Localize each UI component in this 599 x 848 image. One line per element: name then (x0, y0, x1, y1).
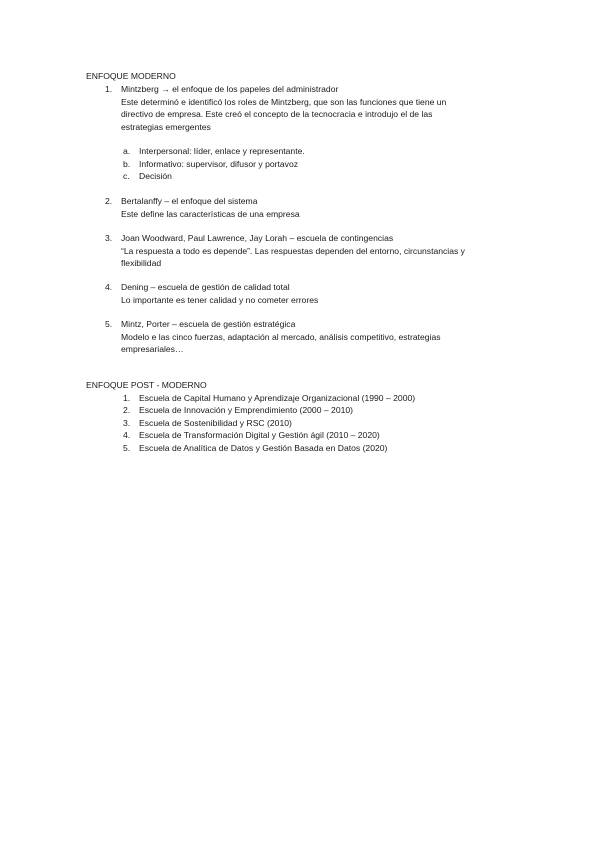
item-number: 5. (123, 442, 131, 453)
subitem-text: Decisión (139, 171, 172, 181)
item-heading: Mintz, Porter – escuela de gestión estratégica (121, 319, 296, 329)
section-title-postmodern: ENFOQUE POST - MODERNO (86, 380, 207, 390)
item-line: Lo importante es tener calidad y no cometer errores (121, 294, 319, 305)
postmodern-item-5 (123, 442, 387, 455)
item-line: flexibilidad (121, 258, 162, 268)
item-number: 5. (105, 319, 113, 329)
subitem-c (123, 170, 172, 183)
subitem-a (123, 145, 305, 158)
item-number: 2. (123, 405, 131, 415)
item-number: 3. (123, 417, 131, 428)
item-line: empresariales… (121, 344, 184, 354)
postmodern-item-2 (123, 404, 353, 417)
item-number: 2. (105, 196, 113, 206)
subitem-letter: a. (123, 146, 131, 156)
item-text: Escuela de Analítica de Datos y Gestión Basada en Datos (2020) (139, 442, 388, 453)
item-number: 1. (123, 392, 131, 403)
item-line: “La respuesta a todo es depende”. Las respuestas dependen del entorno, circunstancias y (121, 245, 465, 256)
item-line: directivo de empresa. Este creó el concepto de la tecnocracia e introdujo el de las (121, 109, 433, 119)
item-text: Escuela de Transformación Digital y Gestión ágil (2010 – 2020) (139, 430, 380, 440)
item-line: Modelo e las cinco fuerzas, adaptación al mercado, análisis competitivo, estrategias (121, 331, 441, 342)
item-heading: Mintzberg → el enfoque de los papeles del administrador (121, 84, 339, 94)
subitem-text: Interpersonal: líder, enlace y representante. (139, 146, 305, 156)
subitem-letter: c. (123, 171, 130, 181)
item-text: Escuela de Sostenibilidad y RSC (2010) (139, 417, 292, 428)
item-heading: Joan Woodward, Paul Lawrence, Jay Lorah – escuela de contingencias (121, 233, 394, 243)
subitem-letter: b. (123, 158, 131, 169)
section-title-modern: ENFOQUE MODERNO (86, 71, 176, 81)
modern-item-4 (105, 281, 525, 306)
item-line: Este determinó e identificó los roles de Mintzberg, que son las funciones que tiene un (121, 96, 447, 107)
item-heading: Dening – escuela de gestión de calidad total (121, 282, 290, 292)
item-heading: Bertalanffy – el enfoque del sistema (121, 196, 258, 206)
item-number: 1. (105, 84, 113, 94)
item-number: 3. (105, 233, 113, 243)
item-text: Escuela de Capital Humano y Aprendizaje Organizacional (1990 – 2000) (139, 392, 416, 403)
subitem-text: Informativo: supervisor, difusor y portavoz (139, 158, 299, 169)
modern-item-2 (105, 195, 525, 220)
item-text: Escuela de Innovación y Emprendimiento (2000 – 2010) (139, 405, 354, 415)
item-line: Este define las características de una empresa (121, 208, 300, 219)
item-line: estrategias emergentes (121, 121, 211, 132)
modern-item-5 (105, 318, 525, 356)
item-number: 4. (123, 430, 131, 440)
postmodern-item-1 (123, 392, 415, 405)
postmodern-item-4 (123, 429, 380, 442)
subitem-b (123, 158, 298, 171)
item-number: 4. (105, 282, 113, 292)
modern-item-3 (105, 232, 525, 270)
postmodern-item-3 (123, 417, 292, 430)
modern-item-1 (105, 83, 525, 133)
